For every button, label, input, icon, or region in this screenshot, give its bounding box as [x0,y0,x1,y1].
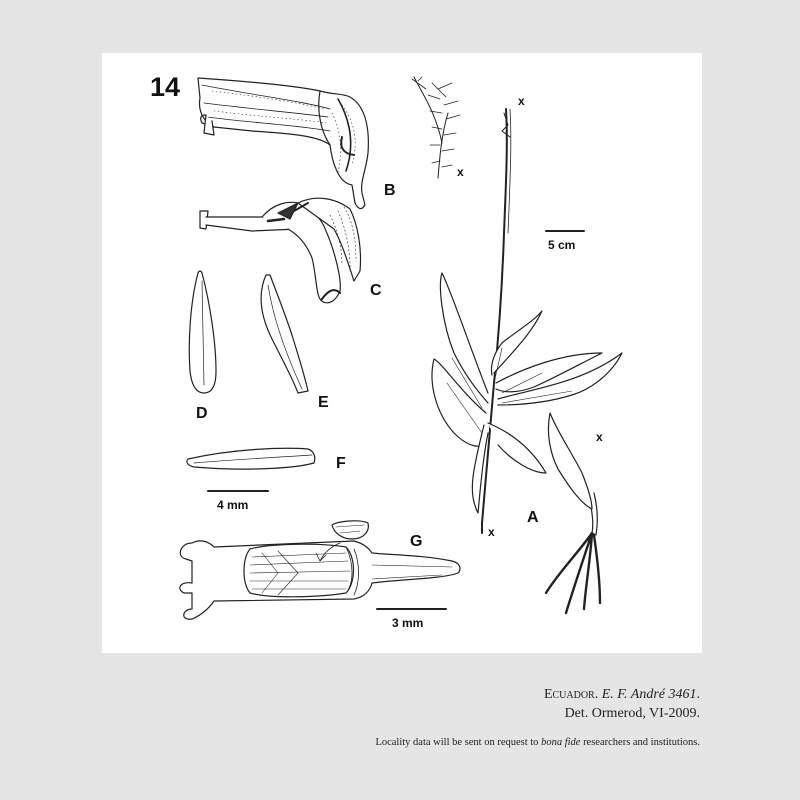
illustration-plate [102,53,702,653]
caption-note-italic: bona fide [541,737,581,748]
plate-number: 14 [150,72,181,102]
caption-note-start: Locality data will be sent on request to [375,737,539,748]
flower-side-view-drawing [198,78,368,209]
caption-period: . [696,687,700,702]
scale-label-4mm: 4 mm [217,498,249,512]
caption-note-end: researchers and institutions. [583,737,700,748]
cut-mark: x [596,430,603,444]
label-g: G [410,533,423,550]
label-b: B [384,182,396,199]
label-e: E [318,394,329,411]
flower-dissected-drawing [200,198,361,303]
scale-label-3mm: 3 mm [392,616,424,630]
label-f: F [336,455,346,472]
plant-habit-drawing [412,77,622,613]
label-d: D [196,405,208,422]
caption-note [375,737,700,748]
cut-mark: x [518,94,525,108]
caption-collection [544,687,700,703]
caption-country: Ecuador. [543,687,599,702]
cut-mark: x [488,525,495,539]
scale-label-5cm: 5 cm [548,238,576,252]
petal-drawing [261,275,308,393]
label-c: C [370,282,382,299]
label-a: A [527,509,539,526]
cut-mark: x [457,165,464,179]
caption-determination: Det. Ormerod, VI-2009. [564,706,700,721]
caption-collector: E. F. André 3461 [601,687,697,702]
